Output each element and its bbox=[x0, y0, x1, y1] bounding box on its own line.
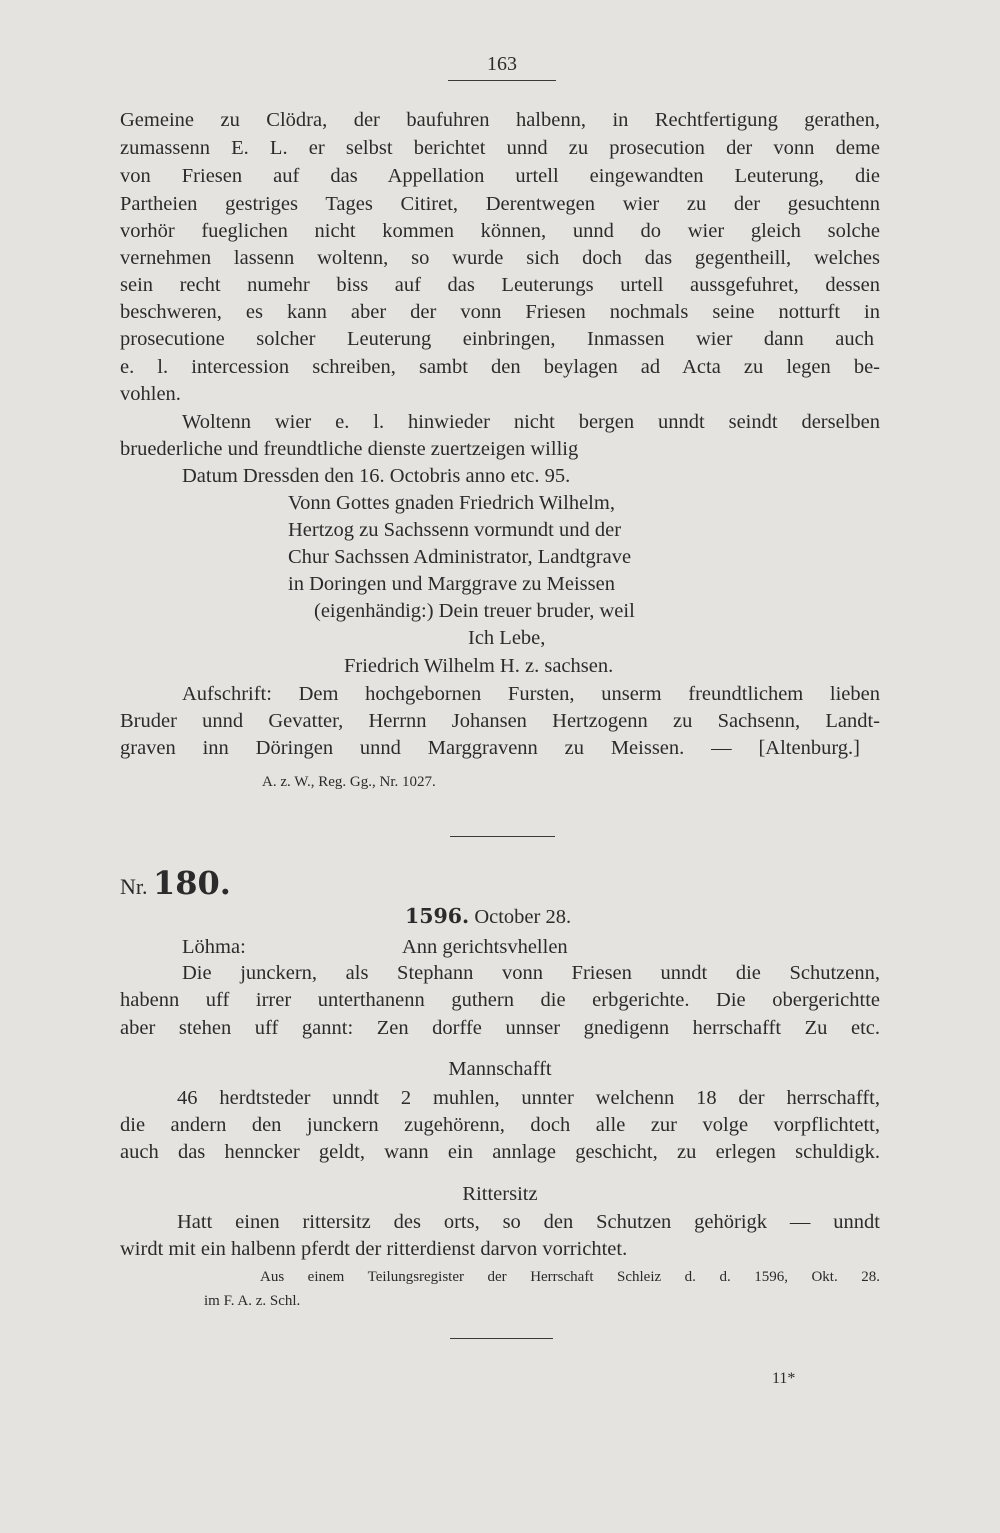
letter-date: Datum Dressden den 16. Octobris anno etc. 95. bbox=[182, 465, 571, 487]
para-line: Die junckern, als Stephann vonn Friesen unndt die Schutzenn, bbox=[182, 962, 880, 984]
para-line: habenn uff irrer unterthanenn guthern die erbgerichte. Die obergerichtte bbox=[120, 989, 880, 1011]
para-line: die andern den junckern zugehörenn, doch alle zur volge vorpflichtett, bbox=[120, 1114, 880, 1136]
signature-line: in Doringen und Marggrave zu Meissen bbox=[288, 573, 615, 595]
para-line: auch das henncker geldt, wann ein annlage geschicht, zu erlegen schuldigk. bbox=[120, 1141, 880, 1163]
page-number: 163 bbox=[487, 53, 517, 75]
letter-line: sein recht numehr biss auf das Leuterungs urtell aussgefuhret, dessen bbox=[120, 274, 880, 296]
closing-line: Woltenn wier e. l. hinwieder nicht bergen unndt seindt derselben bbox=[182, 411, 880, 433]
entry-nr-value: 180. bbox=[153, 864, 231, 902]
section-title-rittersitz: Rittersitz bbox=[462, 1183, 538, 1205]
section-divider bbox=[450, 1338, 553, 1339]
source-reference: A. z. W., Reg. Gg., Nr. 1027. bbox=[262, 774, 436, 790]
letter-line: zumassenn E. L. er selbst berichtet unnd zu prosecution der vonn deme bbox=[120, 137, 880, 159]
section-title-mannschafft: Mannschafft bbox=[448, 1058, 552, 1080]
address-line: Aufschrift: Dem hochgebornen Fursten, unserm freundtlichem lieben bbox=[182, 683, 880, 705]
para-line: Hatt einen rittersitz des orts, so den Schutzen gehörigk — unndt bbox=[177, 1211, 880, 1233]
source-reference: Aus einem Teilungsregister der Herrschaft Schleiz d. d. 1596, Okt. 28. bbox=[260, 1269, 880, 1285]
signature-line: Friedrich Wilhelm H. z. sachsen. bbox=[344, 655, 614, 677]
entry-year: 1596. bbox=[405, 904, 470, 928]
signature-line: Chur Sachssen Administrator, Landtgrave bbox=[288, 546, 632, 568]
para-line: wirdt mit ein halbenn pferdt der ritterdienst darvon vorrichtet. bbox=[120, 1238, 628, 1260]
entry-heading bbox=[120, 864, 231, 902]
section-divider bbox=[450, 836, 555, 837]
closing-line: bruederliche und freundtliche dienste zuertzeigen willig bbox=[120, 438, 579, 460]
page-number-underline bbox=[448, 80, 556, 81]
signature-line: (eigenhändig:) Dein treuer bruder, weil bbox=[314, 600, 635, 622]
signature-line: Vonn Gottes gnaden Friedrich Wilhelm, bbox=[288, 492, 615, 514]
entry-nr-label: Nr. bbox=[120, 874, 148, 899]
signature-line: Ich Lebe, bbox=[468, 627, 546, 649]
letter-line: vohlen. bbox=[120, 383, 181, 405]
letter-line: prosecutione solcher Leuterung einbringen, Inmassen wier dann auch bbox=[120, 328, 874, 350]
para-line: 46 herdtsteder unndt 2 muhlen, unnter welchenn 18 der herrschafft, bbox=[177, 1087, 880, 1109]
entry-place: Löhma: bbox=[182, 936, 246, 958]
entry-title: Ann gerichtsvhellen bbox=[402, 936, 568, 958]
para-line: aber stehen uff gannt: Zen dorffe unnser gnedigenn herrschafft Zu etc. bbox=[120, 1017, 880, 1039]
footer-signature-mark: 11* bbox=[772, 1370, 796, 1387]
letter-line: von Friesen auf das Appellation urtell eingewandten Leuterung, die bbox=[120, 165, 880, 187]
letter-line: Gemeine zu Clödra, der baufuhren halbenn, in Rechtfertigung gerathen, bbox=[120, 109, 880, 131]
letter-line: Partheien gestriges Tages Citiret, Derentwegen wier zu der gesuchtenn bbox=[120, 193, 880, 215]
signature-line: Hertzog zu Sachssenn vormundt und der bbox=[288, 519, 622, 541]
letter-line: vernehmen lassenn woltenn, so wurde sich doch das gegentheill, welches bbox=[120, 247, 880, 269]
letter-line: vorhör fueglichen nicht kommen können, unnd do wier gleich solche bbox=[120, 220, 880, 242]
letter-line: e. l. intercession schreiben, sambt den beylagen ad Acta zu legen be- bbox=[120, 356, 880, 378]
address-line: Bruder unnd Gevatter, Herrnn Johansen Hertzogenn zu Sachsenn, Landt- bbox=[120, 710, 880, 732]
letter-line: beschweren, es kann aber der vonn Friesen nochmals seine notturft in bbox=[120, 301, 880, 323]
source-reference: im F. A. z. Schl. bbox=[204, 1293, 301, 1309]
entry-date-rest: October 28. bbox=[474, 906, 572, 928]
entry-date bbox=[405, 903, 571, 931]
address-line: graven inn Döringen unnd Marggravenn zu Meissen. — [Altenburg.] bbox=[120, 737, 860, 759]
